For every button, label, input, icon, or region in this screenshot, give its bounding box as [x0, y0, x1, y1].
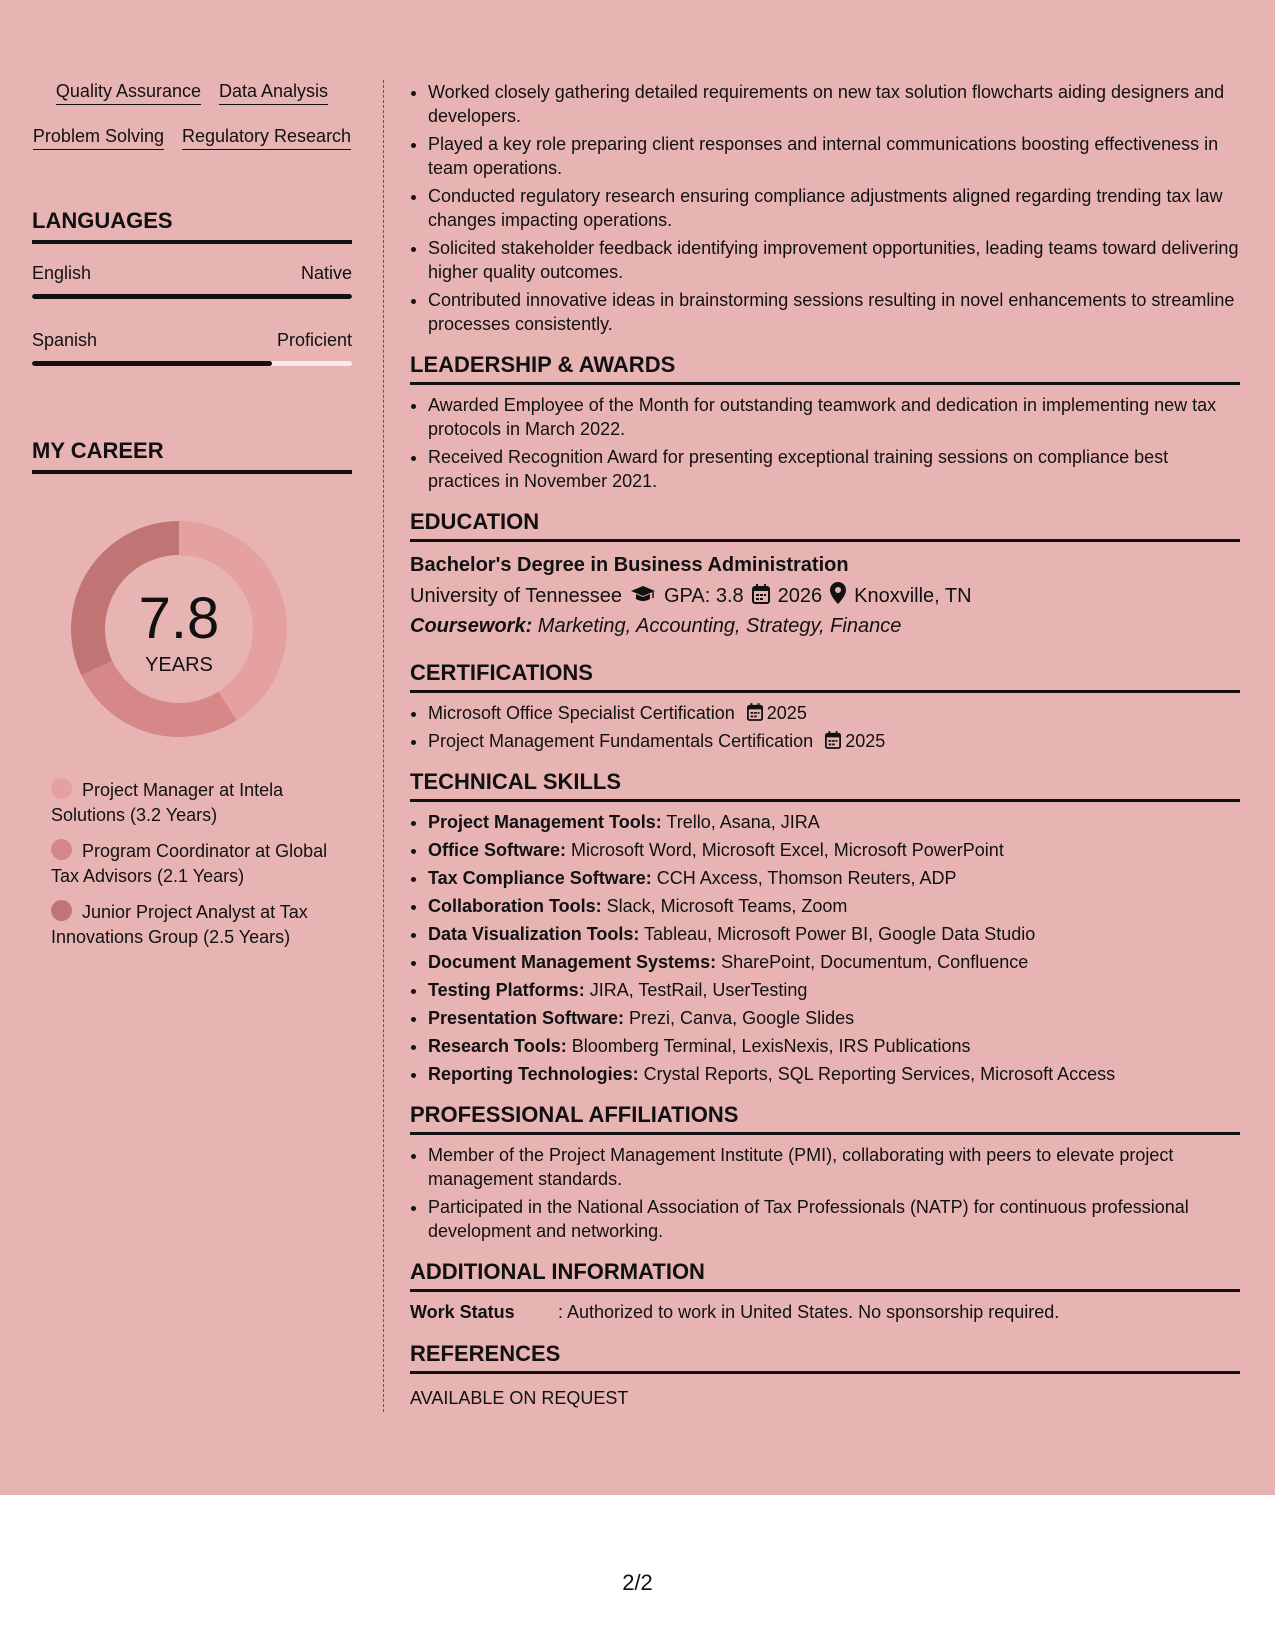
legend-dot [51, 778, 72, 799]
list-item: • Contributed innovative ideas in brainstorming sessions resulting in novel enhancements to streamline processes consistently. [428, 288, 1240, 336]
calendar-icon [752, 582, 770, 610]
list-item: • Document Management Systems: SharePoint, Documentum, Confluence [428, 950, 1240, 974]
graduation-cap-icon [630, 582, 656, 610]
language-bar [32, 294, 352, 299]
list-item: • Project Management Tools: Trello, Asana, JIRA [428, 810, 1240, 834]
work-status-value: : Authorized to work in United States. No sponsorship required. [558, 1302, 1060, 1322]
language-name: Spanish [32, 330, 98, 350]
education-coursework: Coursework: Marketing, Accounting, Strategy, Finance [410, 615, 902, 637]
additional-info-heading: ADDITIONAL INFORMATION [410, 1259, 1240, 1292]
list-item: • Tax Compliance Software: CCH Axcess, Thomson Reuters, ADP [428, 866, 1240, 890]
career-donut-chart [64, 514, 294, 744]
language-bar-fill [32, 294, 352, 299]
affiliations-heading: PROFESSIONAL AFFILIATIONS [410, 1102, 1240, 1135]
calendar-icon [747, 701, 763, 725]
language-level: Proficient [276, 330, 352, 350]
list-item: • Solicited stakeholder feedback identifying improvement opportunities, leading teams toward delivering higher quality outcomes. [428, 236, 1240, 284]
references-heading: REFERENCES [410, 1341, 1240, 1374]
language-name: English [32, 263, 92, 283]
skill-tag: Problem Solving [33, 125, 164, 150]
column-divider [383, 80, 384, 1412]
list-item: • Participated in the National Association of Tax Professionals (NATP) for continuous professional development and networking. [428, 1195, 1240, 1243]
skill-tag: Quality Assurance [56, 80, 201, 105]
leadership-list [410, 393, 1240, 493]
languages-heading: LANGUAGES [32, 208, 352, 244]
map-pin-icon [830, 582, 846, 610]
career-total-unit: YEARS [145, 653, 213, 676]
skill-tag: Data Analysis [219, 80, 328, 105]
certifications-list [410, 701, 1240, 753]
legend-item: Program Coordinator at Global Tax Advisors (2.1 Years) [51, 841, 328, 886]
list-item: • Research Tools: Bloomberg Terminal, LexisNexis, IRS Publications [428, 1034, 1240, 1058]
list-item: • Presentation Software: Prezi, Canva, Google Slides [428, 1006, 1240, 1030]
technical-skills-heading: TECHNICAL SKILLS [410, 769, 1240, 802]
list-item: • Member of the Project Management Institute (PMI), collaborating with peers to elevate project management standards. [428, 1143, 1240, 1191]
right-column [410, 80, 1240, 1409]
calendar-icon [825, 729, 841, 753]
affiliations-list [410, 1143, 1240, 1243]
list-item: • Project Management Fundamentals Certification 2025 [428, 729, 1240, 753]
language-item [32, 262, 352, 299]
career-heading: MY CAREER [32, 438, 352, 474]
language-bar-fill [32, 361, 272, 366]
list-item: • Microsoft Office Specialist Certification 2025 [428, 701, 1240, 725]
language-bar [32, 361, 352, 366]
education-degree: Bachelor's Degree in Business Administration [410, 554, 849, 576]
skills-tags [32, 80, 352, 170]
list-item: • Office Software: Microsoft Word, Microsoft Excel, Microsoft PowerPoint [428, 838, 1240, 862]
experience-bullets [410, 80, 1240, 336]
list-item: • Worked closely gathering detailed requirements on new tax solution flowcharts aiding designers and developers. [428, 80, 1240, 128]
education-year: 2026 [777, 585, 823, 607]
list-item: • Collaboration Tools: Slack, Microsoft Teams, Zoom [428, 894, 1240, 918]
language-item [32, 329, 352, 366]
career-legend [32, 778, 352, 950]
career-total-value: 7.8 [138, 585, 220, 651]
education-location: Knoxville, TN [854, 585, 972, 607]
list-item: • Testing Platforms: JIRA, TestRail, UserTesting [428, 978, 1240, 1002]
list-item: • Data Visualization Tools: Tableau, Microsoft Power BI, Google Data Studio [428, 922, 1240, 946]
list-item: • Received Recognition Award for presenting exceptional training sessions on compliance best practices in November 2021. [428, 445, 1240, 493]
work-status-label: Work Status [410, 1302, 515, 1322]
legend-item: Junior Project Analyst at Tax Innovations Group (2.5 Years) [51, 902, 308, 947]
page-number: 2/2 [622, 1570, 653, 1595]
list-item: • Reporting Technologies: Crystal Reports, SQL Reporting Services, Microsoft Access [428, 1062, 1240, 1086]
legend-dot [51, 900, 72, 921]
references-text: AVAILABLE ON REQUEST [410, 1388, 629, 1408]
list-item: • Played a key role preparing client responses and internal communications boosting effectiveness in team operations. [428, 132, 1240, 180]
certifications-heading: CERTIFICATIONS [410, 660, 1240, 693]
education-gpa: GPA: 3.8 [663, 585, 744, 607]
left-column [32, 80, 352, 961]
list-item: • Conducted regulatory research ensuring compliance adjustments aligned regarding trending tax law changes impacting operations. [428, 184, 1240, 232]
education-school: University of Tennessee [410, 585, 622, 607]
leadership-heading: LEADERSHIP & AWARDS [410, 352, 1240, 385]
technical-skills-list [410, 810, 1240, 1086]
education-details [410, 582, 1240, 610]
list-item: • Awarded Employee of the Month for outstanding teamwork and dedication in implementing new tax protocols in March 2022. [428, 393, 1240, 441]
work-status-row [410, 1302, 1240, 1323]
legend-item: Project Manager at Intela Solutions (3.2 Years) [51, 780, 284, 825]
skill-tag: Regulatory Research [182, 125, 351, 150]
education-heading: EDUCATION [410, 509, 1240, 542]
language-level: Native [300, 263, 352, 283]
legend-dot [51, 839, 72, 860]
